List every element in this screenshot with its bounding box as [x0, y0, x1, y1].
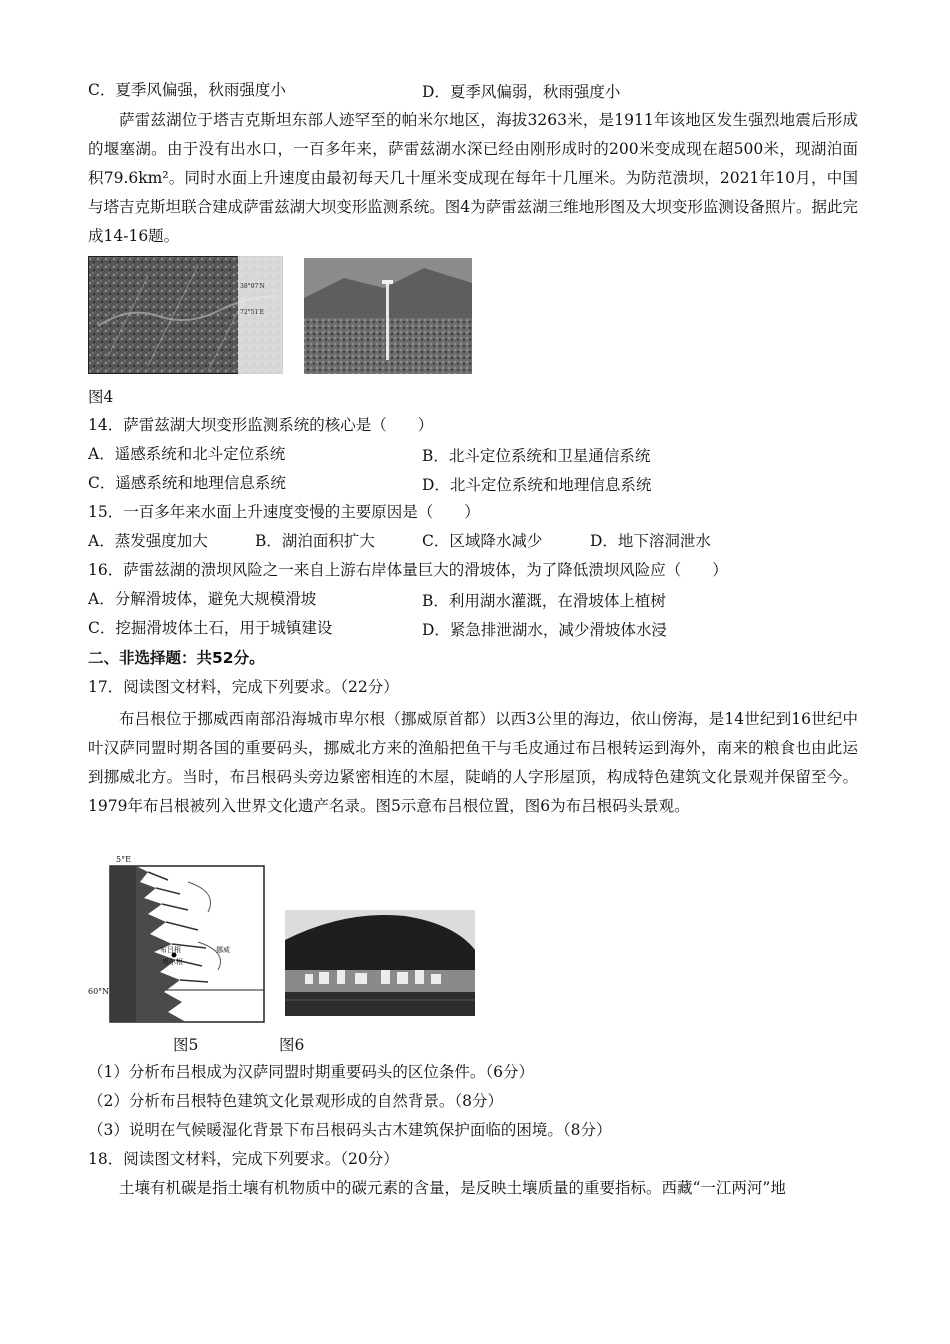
- q15-option-c: C．区域降水减少: [422, 532, 543, 550]
- fig4-lon-label: 72°51′E: [240, 309, 265, 316]
- passage-14-16: 萨雷兹湖位于塔吉克斯坦东部人迹罕至的帕米尔地区，海拔3263米，是1911年该地区发生强烈地震后形成的堰塞湖。由于没有出水口，一百多年来，萨雷兹湖水深已经由刚形成时的200米变成现在超500米，现湖泊面积79.6km²。同时水面上升速度由最初每天几十厘米变成现在每年十几厘米。为防范溃坝，2021年10月，中国与塔吉克斯坦联合建成萨雷兹湖大坝变形监测系统。图4为萨雷兹湖三维地形图及大坝变形监测设备照片。据此完成14-16题。: [88, 111, 858, 245]
- fig5-map: [88, 852, 268, 1024]
- q13-option-d: D．夏季风偏弱，秋雨强度小: [422, 83, 621, 101]
- q15-option-a: A．蒸发强度加大: [88, 532, 208, 550]
- fig5-place-bryggen: 布吕根: [160, 946, 181, 954]
- fig5-place-bergen: 卑尔根: [162, 958, 183, 966]
- q16-stem: 16．萨雷兹湖的溃坝风险之一来自上游右岸体量巨大的滑坡体，为了降低溃坝风险应（ ）: [88, 561, 728, 579]
- fig4-caption: 图4: [88, 388, 114, 406]
- q14-option-a: A．遥感系统和北斗定位系统: [88, 445, 286, 463]
- q14-stem: 14．萨雷兹湖大坝变形监测系统的核心是（ ）: [88, 416, 434, 434]
- fig4-monitoring-photo: [304, 258, 472, 374]
- q16-option-c: C．挖掘滑坡体土石，用于城镇建设: [88, 619, 333, 637]
- q18-stem: 18．阅读图文材料，完成下列要求。（20分）: [88, 1150, 399, 1168]
- q17-sub1: （1）分析布吕根成为汉萨同盟时期重要码头的区位条件。（6分）: [88, 1063, 534, 1081]
- fig5-lat-label: 60°N: [88, 987, 110, 996]
- q13-option-c: C．夏季风偏强，秋雨强度小: [88, 81, 286, 99]
- fig6-caption: 图6: [279, 1036, 305, 1054]
- q16-option-b: B．利用湖水灌溉，在滑坡体上植树: [422, 592, 666, 610]
- q17-sub2: （2）分析布吕根特色建筑文化景观形成的自然背景。（8分）: [88, 1092, 503, 1110]
- q14-option-d: D．北斗定位系统和地理信息系统: [422, 476, 652, 494]
- q17-passage: 布吕根位于挪威西南部沿海城市卑尔根（挪威原首都）以西3公里的海边，依山傍海，是14世纪到16世纪中叶汉萨同盟时期各国的重要码头，挪威北方来的渔船把鱼干与毛皮通过布吕根转运到海外，南来的粮食也由此运到挪威北方。当时，布吕根码头旁边紧密相连的木屋，陡峭的人字形屋顶，构成特色建筑文化景观并保留至今。1979年布吕根被列入世界文化遗产名录。图5示意布吕根位置，图6为布吕根码头景观。: [88, 710, 858, 815]
- q16-option-a: A．分解滑坡体，避免大规模滑坡: [88, 590, 317, 608]
- fig5-place-norway: 挪威: [216, 946, 230, 954]
- section2-heading: 二、非选择题：共52分。: [88, 649, 265, 667]
- q17-sub3: （3）说明在气候暖湿化背景下布吕根码头古木建筑保护面临的困境。（8分）: [88, 1121, 612, 1139]
- q17-stem: 17．阅读图文材料，完成下列要求。（22分）: [88, 678, 399, 696]
- q15-option-b: B．湖泊面积扩大: [255, 532, 375, 550]
- q16-option-d: D．紧急排泄湖水，减少滑坡体水浸: [422, 621, 667, 639]
- fig5-caption: 图5: [173, 1036, 199, 1054]
- q15-option-d: D．地下溶洞泄水: [590, 532, 711, 550]
- q15-stem: 15．一百多年来水面上升速度变慢的主要原因是（ ）: [88, 503, 480, 521]
- q14-option-c: C．遥感系统和地理信息系统: [88, 474, 286, 492]
- fig4-terrain-map: [88, 256, 283, 374]
- fig5-lon-label: 5°E: [116, 855, 131, 864]
- fig6-photo: [285, 910, 475, 1016]
- fig4-lat-label: 38°07′N: [240, 283, 265, 290]
- q18-passage: 土壤有机碳是指土壤有机物质中的碳元素的含量，是反映土壤质量的重要指标。西藏“一江两河”地: [119, 1179, 786, 1197]
- q14-option-b: B．北斗定位系统和卫星通信系统: [422, 447, 651, 465]
